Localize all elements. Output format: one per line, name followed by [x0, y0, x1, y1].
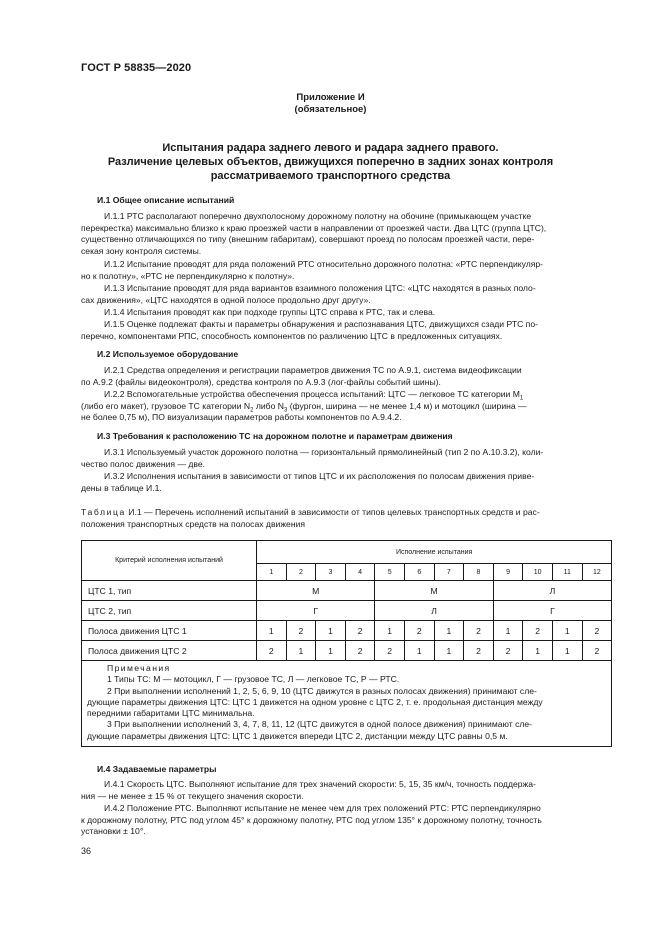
execution-number: 4	[345, 564, 375, 581]
section-heading-3: И.3 Требования к расположению ТС на дорожном полотне и параметрам движения	[97, 431, 453, 441]
text-line: И.1 — Перечень исполнений испытаний в зависимости от типов целевых транспортных средств и рас-	[128, 507, 540, 517]
subscript: 1	[519, 395, 524, 402]
execution-number: 5	[375, 564, 405, 581]
execution-number: 2	[286, 564, 316, 581]
note-line: дующие параметры движения ЦТС: ЦТС 1 движется на одном уровне с ЦТС 2, т. е. продольная дистанция между	[87, 696, 543, 707]
table-row	[82, 641, 612, 661]
table-cell: 2	[464, 621, 494, 641]
text-line: (либо его макет), грузовое ТС категории N	[81, 400, 251, 411]
table-cell: Л	[375, 601, 493, 621]
subscript: 3	[283, 407, 288, 414]
table-cell: 1	[434, 621, 464, 641]
execution-number: 12	[582, 564, 612, 581]
subscript: 2	[250, 407, 254, 414]
text-line: по А.9.2 (файлы видеоконтроля), средства контроля по А.9.3 (лог-файлы событий шины).	[81, 376, 441, 387]
table-caption	[81, 507, 615, 530]
text-line: И.1.3 Испытание проводят для ряда вариантов взаимного положения ЦТС: «ЦТС находятся в разных поло-	[104, 283, 536, 293]
text-line: И.3.1 Используемый участок дорожного полотна — горизонтальный прямолинейный (тип 2 по А.10.3.2), коли-	[104, 447, 544, 457]
criterion-header: Критерий исполнения испытаний	[82, 541, 257, 581]
text-line: перекрестка) максимально близко к краю проезжей части в направлении от проезжей части. Два ЦТС (группа ЦТС),	[81, 222, 547, 233]
text-line: И.4.2 Положение РТС. Выполняют испытание не менее чем для трех положений РТС: РТС перпендикулярно	[104, 803, 541, 813]
text-line: И.1.2 Испытание проводят для ряда положений РТС относительно дорожного полотна: «РТС перпендикуляр-	[104, 259, 544, 269]
execution-number: 1	[257, 564, 287, 581]
paragraph-1-1-5	[81, 319, 615, 342]
table-cell: М	[257, 581, 375, 601]
table-cell: 2	[493, 641, 523, 661]
table-cell: 2	[464, 641, 494, 661]
document-title-line: рассматриваемого транспортного средства	[210, 170, 451, 182]
note-line: 2 При выполнении исполнений 1, 2, 5, 6, 9, 10 (ЦТС движутся в разных полосах движения) принимают сле-	[107, 685, 537, 696]
section-heading-1: И.1 Общее описание испытаний	[97, 195, 235, 205]
table-cell: 1	[375, 621, 405, 641]
table-cell: 1	[316, 641, 346, 661]
text-line: И.1.4 Испытания проводят как при подходе группы ЦТС справа к РТС, так и слева.	[104, 307, 436, 317]
paragraph-1-1-1	[81, 211, 615, 257]
paragraph-1-1-3	[81, 283, 615, 306]
paragraph-1-2-1	[81, 365, 615, 388]
table-cell: 1	[552, 621, 582, 641]
execution-number: 7	[434, 564, 464, 581]
text-line: не более 0,75 м), ПО визуализации параметров работы компонентов по А.9.4.2.	[81, 412, 402, 423]
section-heading-2: И.2 Используемое оборудование	[97, 349, 239, 359]
table-caption-prefix: Таблица	[81, 507, 126, 517]
table-row	[82, 601, 612, 621]
text-line: И.2.2 Вспомогательные устройства обеспечения процесса испытаний: ЦТС — легковое ТС категории М	[104, 389, 520, 399]
text-line: чество полос движения — две.	[81, 458, 206, 469]
table-cell: Г	[493, 601, 611, 621]
execution-header: Исполнение испытания	[257, 541, 612, 564]
table-cell: 2	[286, 621, 316, 641]
standard-header: ГОСТ Р 58835—2020	[81, 62, 192, 74]
paragraph-1-3-2	[81, 471, 615, 494]
annex-status: (обязательное)	[294, 104, 367, 115]
execution-number: 11	[552, 564, 582, 581]
paragraph-1-4-2	[81, 803, 615, 838]
note-line: 1 Типы ТС: М — мотоцикл, Г — грузовое ТС, Л — легковое ТС, Р — РТС.	[107, 674, 400, 685]
table-notes	[82, 661, 612, 747]
text-line: но к полотну», «РТС не перпендикулярно к полотну».	[81, 270, 295, 281]
notes-title: Примечания	[107, 663, 171, 673]
text-line: установки ± 10°.	[81, 826, 146, 837]
table-cell: 2	[582, 621, 612, 641]
table-cell: 2	[582, 641, 612, 661]
table-cell: 2	[257, 641, 287, 661]
table-row	[82, 581, 612, 601]
execution-number: 6	[404, 564, 434, 581]
table-cell: 2	[375, 641, 405, 661]
execution-number: 3	[316, 564, 346, 581]
execution-number: 10	[523, 564, 553, 581]
table-cell: М	[375, 581, 493, 601]
annex-title: Приложение И	[296, 92, 365, 103]
note-line: передними габаритами ЦТС минимальна.	[87, 708, 255, 719]
execution-number: 8	[464, 564, 494, 581]
table-cell: 1	[257, 621, 287, 641]
table-cell: 1	[404, 641, 434, 661]
table-cell: 1	[434, 641, 464, 661]
text-line: положения транспортных средств на полосах движения	[81, 518, 306, 529]
table-cell: 1	[523, 641, 553, 661]
table-cell: 1	[316, 621, 346, 641]
table-cell: 2	[404, 621, 434, 641]
table-notes-row	[82, 661, 612, 747]
text-line: либо N	[253, 400, 284, 411]
row-label: ЦТС 1, тип	[82, 581, 257, 601]
table-row	[82, 621, 612, 641]
text-line: И.3.2 Исполнения испытания в зависимости от типов ЦТС и их расположения по полосам движения приве-	[104, 471, 535, 481]
table-cell: 1	[552, 641, 582, 661]
execution-number: 9	[493, 564, 523, 581]
table-cell: 2	[345, 641, 375, 661]
page-number: 36	[81, 846, 92, 856]
paragraph-1-1-4	[81, 307, 615, 319]
text-line: И.2.1 Средства определения и регистрации параметров движения ТС по А.9.1, система видеофиксации	[104, 365, 522, 375]
table-cell: 1	[493, 621, 523, 641]
section-heading-4: И.4 Задаваемые параметры	[97, 764, 217, 774]
text-line: сах движения», «ЦТС находятся в одной полосе продольно друг другу».	[81, 294, 371, 305]
table-cell: 1	[286, 641, 316, 661]
text-line: И.4.1 Скорость ЦТС. Выполняют испытание для трех значений скорости: 5, 15, 35 км/ч, точность поддержа-	[104, 779, 536, 789]
paragraph-1-4-1	[81, 779, 615, 802]
text-line: ния — не менее ± 15 % от текущего значения скорости.	[81, 790, 304, 801]
execution-table	[81, 540, 612, 747]
table-cell: Л	[493, 581, 611, 601]
paragraph-1-2-2	[81, 389, 615, 424]
table-cell: 2	[345, 621, 375, 641]
text-line: секая зону контроля системы.	[81, 245, 202, 256]
paragraph-1-1-2	[81, 259, 615, 282]
text-line: (фургон, ширина — не менее 1,4 м) и мотоцикл (ширина —	[287, 400, 527, 411]
note-line: 3 При выполнении исполнений 3, 4, 7, 8, 11, 12 (ЦТС движутся в одной полосе движения) принимают сле-	[107, 719, 533, 730]
document-title-line: Испытания радара заднего левого и радара заднего правого.	[162, 142, 499, 154]
text-line: к дорожному полотну, РТС под углом 45° к дорожному полотну, РТС под углом 135° к дорожному полотну, точность	[81, 814, 542, 825]
text-line: дены в таблице И.1.	[81, 482, 162, 493]
row-label: Полоса движения ЦТС 1	[82, 621, 257, 641]
text-line: существенно отличающихся по типу (внешним габаритам), совершают проезд по полосам проезжей части, пере-	[81, 234, 535, 245]
table-cell: 2	[523, 621, 553, 641]
text-line: И.1.1 РТС располагают поперечно двухполосному дорожному полотну на обочине (примыкающем участке	[104, 211, 532, 221]
row-label: Полоса движения ЦТС 2	[82, 641, 257, 661]
note-line: дующие параметры движения ЦТС: ЦТС 1 движется впереди ЦТС 2, дистанции между ЦТС равны 0,5 м.	[87, 730, 508, 741]
row-label: ЦТС 2, тип	[82, 601, 257, 621]
text-line: И.1.5 Оценке подлежат факты и параметры обнаружения и распознавания ЦТС, движущихся сзади РТС по-	[104, 319, 538, 329]
paragraph-1-3-1	[81, 447, 615, 470]
text-line: перечно, компонентами РПС, способность компонентов по различению ЦТС в предложенных ситуациях.	[81, 330, 503, 341]
table-cell: Г	[257, 601, 375, 621]
document-title-line: Различение целевых объектов, движущихся поперечно в задних зонах контроля	[107, 156, 554, 168]
